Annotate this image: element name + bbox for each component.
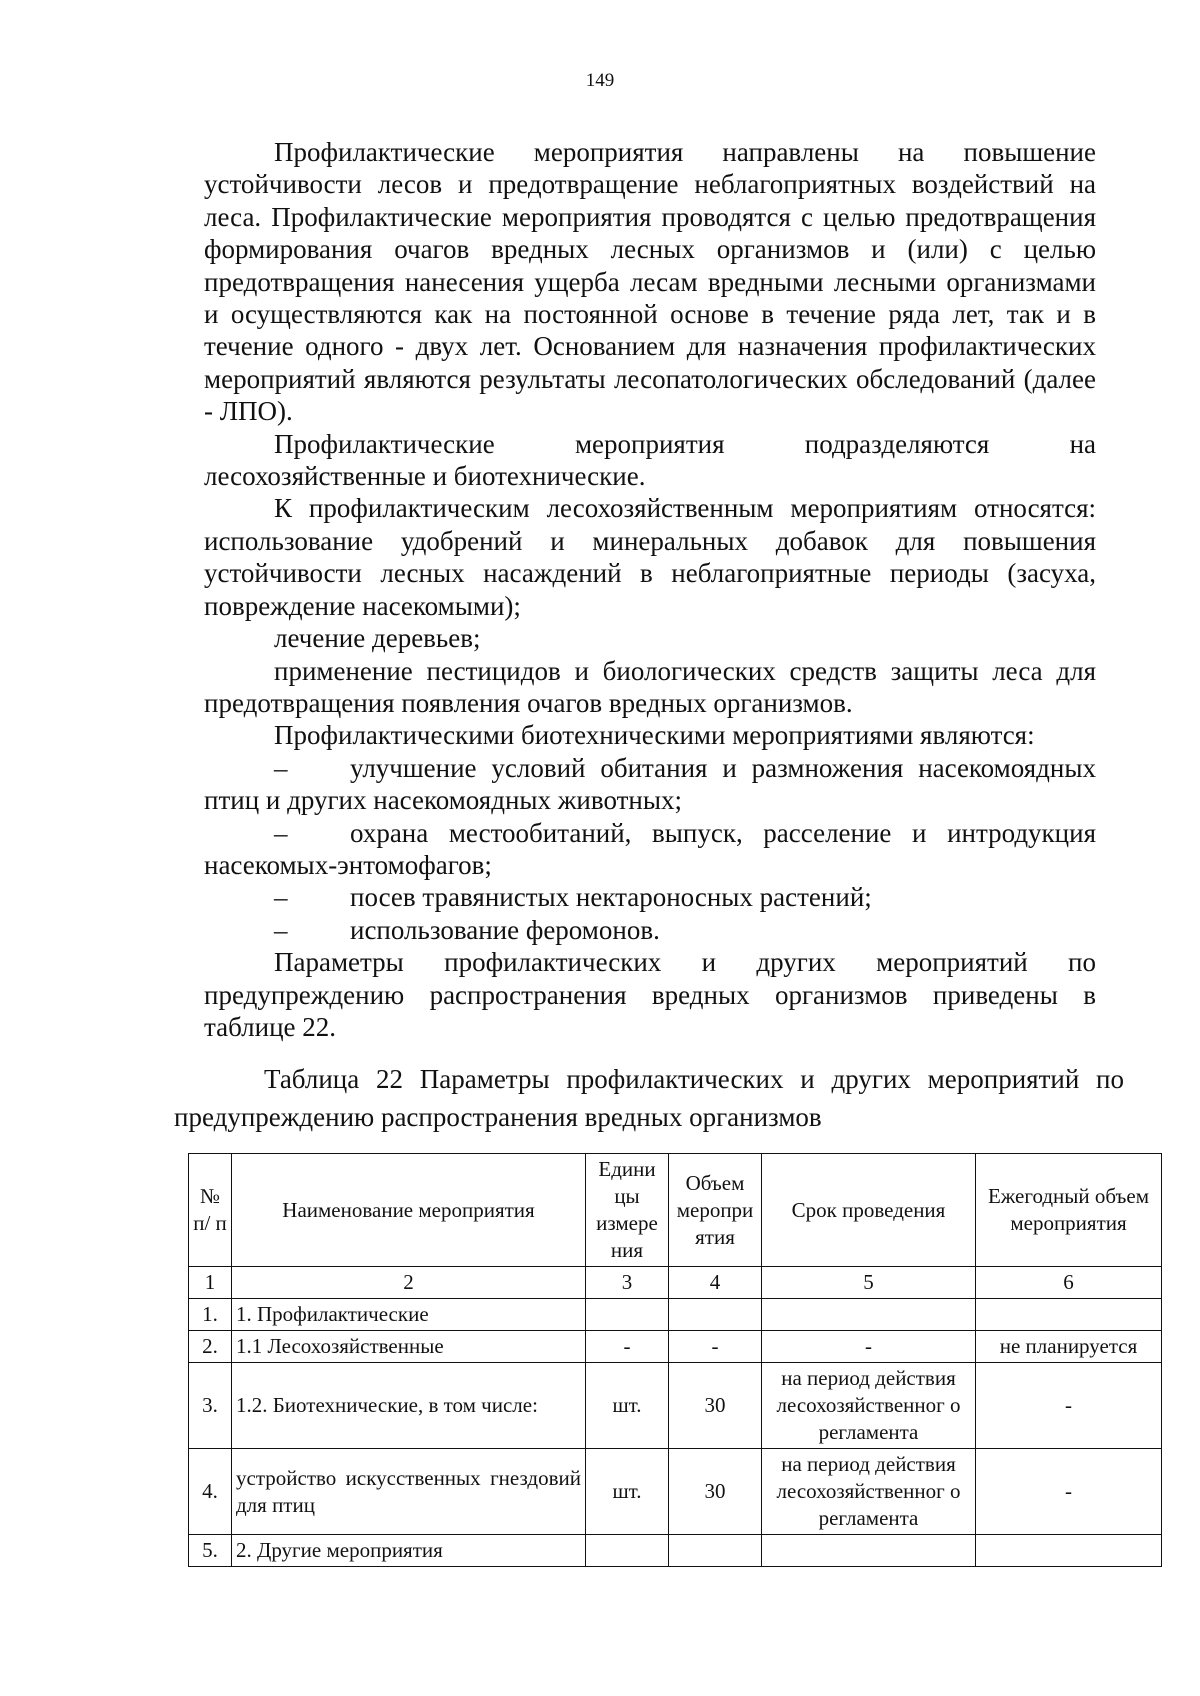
paragraph-3: К профилактическим лесохозяйственным мероприятиям относятся: использование удобрений и минеральных добавок для повышения устойчивости лесных насаждений в неблагоприятные периоды (засуха, повреждение насекомыми);	[204, 493, 1096, 621]
row-name: 1.2. Биотехнические, в том числе:	[232, 1363, 586, 1449]
column-number: 2	[232, 1267, 586, 1299]
header-number: № п/ п	[189, 1154, 232, 1267]
bullet-text: использование феромонов.	[350, 914, 660, 945]
table-row	[189, 1331, 1162, 1363]
row-number: 2.	[189, 1331, 232, 1363]
paragraph-1: Профилактические мероприятия направлены на повышение устойчивости лесов и предотвращение неблагоприятных воздействий на леса. Профилактические мероприятия проводятся с целью предотвращения формирования очагов вредных лесных организмов и (или) с целью предотвращения нанесения ущерба лесам вредными лесными организмами и осуществляются как на постоянной основе в течение ряда лет, так и в течение одного - двух лет. Основанием для назначения профилактических мероприятий являются результаты лесопатологических обследований (далее - ЛПО).	[204, 137, 1096, 427]
table-column-numbers	[189, 1267, 1162, 1299]
paragraph-5: применение пестицидов и биологических средств защиты леса для предотвращения появления очагов вредных организмов.	[204, 655, 1096, 718]
row-name: 1.1 Лесохозяйственные	[232, 1331, 586, 1363]
row-term	[762, 1299, 976, 1331]
bullet-dash: –	[274, 914, 288, 945]
bullet-dash: –	[274, 817, 288, 848]
column-number: 1	[189, 1267, 232, 1299]
row-volume: 30	[669, 1449, 762, 1535]
table-caption	[174, 1060, 1124, 1136]
column-number: 3	[586, 1267, 669, 1299]
row-unit: шт.	[586, 1449, 669, 1535]
page-number: 149	[585, 70, 615, 91]
bullet-item	[204, 752, 1096, 817]
row-name: 2. Другие мероприятия	[232, 1535, 586, 1567]
row-volume: -	[669, 1331, 762, 1363]
row-volume	[669, 1299, 762, 1331]
table-row	[189, 1535, 1162, 1567]
bullet-item	[204, 881, 1096, 913]
bullet-dash: –	[274, 882, 288, 913]
measures-table	[188, 1153, 1162, 1567]
row-volume: 30	[669, 1363, 762, 1449]
header-volume: Объем меропри ятия	[669, 1154, 762, 1267]
table-row	[189, 1449, 1162, 1535]
row-term: на период действия лесохозяйственног о регламента	[762, 1449, 976, 1535]
row-name: устройство искусственных гнездовий для птиц	[232, 1449, 586, 1535]
header-name: Наименование мероприятия	[232, 1154, 586, 1267]
table-header-row	[189, 1154, 1162, 1267]
table-row	[189, 1299, 1162, 1331]
bullet-dash: –	[274, 752, 288, 783]
row-annual	[976, 1299, 1162, 1331]
bullet-text: улучшение условий обитания и размножения насекомоядных птиц и других насекомоядных животных;	[204, 752, 1096, 816]
header-unit: Едини цы измере ния	[586, 1154, 669, 1267]
row-annual: -	[976, 1449, 1162, 1535]
body-text	[204, 136, 1096, 1043]
table-row	[189, 1363, 1162, 1449]
row-number: 1.	[189, 1299, 232, 1331]
row-name: 1. Профилактические	[232, 1299, 586, 1331]
caption-line-1: Таблица 22 Параметры профилактических и других мероприятий по	[264, 1064, 1124, 1094]
row-volume	[669, 1535, 762, 1567]
header-term: Срок проведения	[762, 1154, 976, 1267]
bullet-text: охрана местообитаний, выпуск, расселение и интродукция насекомых-энтомофагов;	[204, 817, 1096, 880]
column-number: 4	[669, 1267, 762, 1299]
paragraph-6: Профилактическими биотехническими мероприятиями являются:	[274, 720, 1035, 751]
column-number: 5	[762, 1267, 976, 1299]
row-unit	[586, 1299, 669, 1331]
row-unit: шт.	[586, 1363, 669, 1449]
bullet-item	[204, 914, 1096, 946]
row-term: на период действия лесохозяйственног о регламента	[762, 1363, 976, 1449]
header-annual: Ежегодный объем мероприятия	[976, 1154, 1162, 1267]
column-number: 6	[976, 1267, 1162, 1299]
paragraph-2: Профилактические мероприятия подразделяются на лесохозяйственные и биотехнические.	[204, 428, 1096, 492]
bullet-item	[204, 817, 1096, 882]
row-number: 5.	[189, 1535, 232, 1567]
caption-line-2: предупреждению распространения вредных организмов	[174, 1102, 822, 1132]
row-annual	[976, 1535, 1162, 1567]
row-annual: -	[976, 1363, 1162, 1449]
closing-paragraph: Параметры профилактических и других мероприятий по предупреждению распространения вредных организмов приведены в таблице 22.	[204, 947, 1096, 1042]
row-annual: не планируется	[976, 1331, 1162, 1363]
row-unit	[586, 1535, 669, 1567]
row-unit: -	[586, 1331, 669, 1363]
row-term	[762, 1535, 976, 1567]
row-number: 4.	[189, 1449, 232, 1535]
row-number: 3.	[189, 1363, 232, 1449]
row-term: -	[762, 1331, 976, 1363]
paragraph-4: лечение деревьев;	[274, 623, 481, 654]
bullet-text: посев травянистых нектароносных растений;	[350, 882, 872, 913]
